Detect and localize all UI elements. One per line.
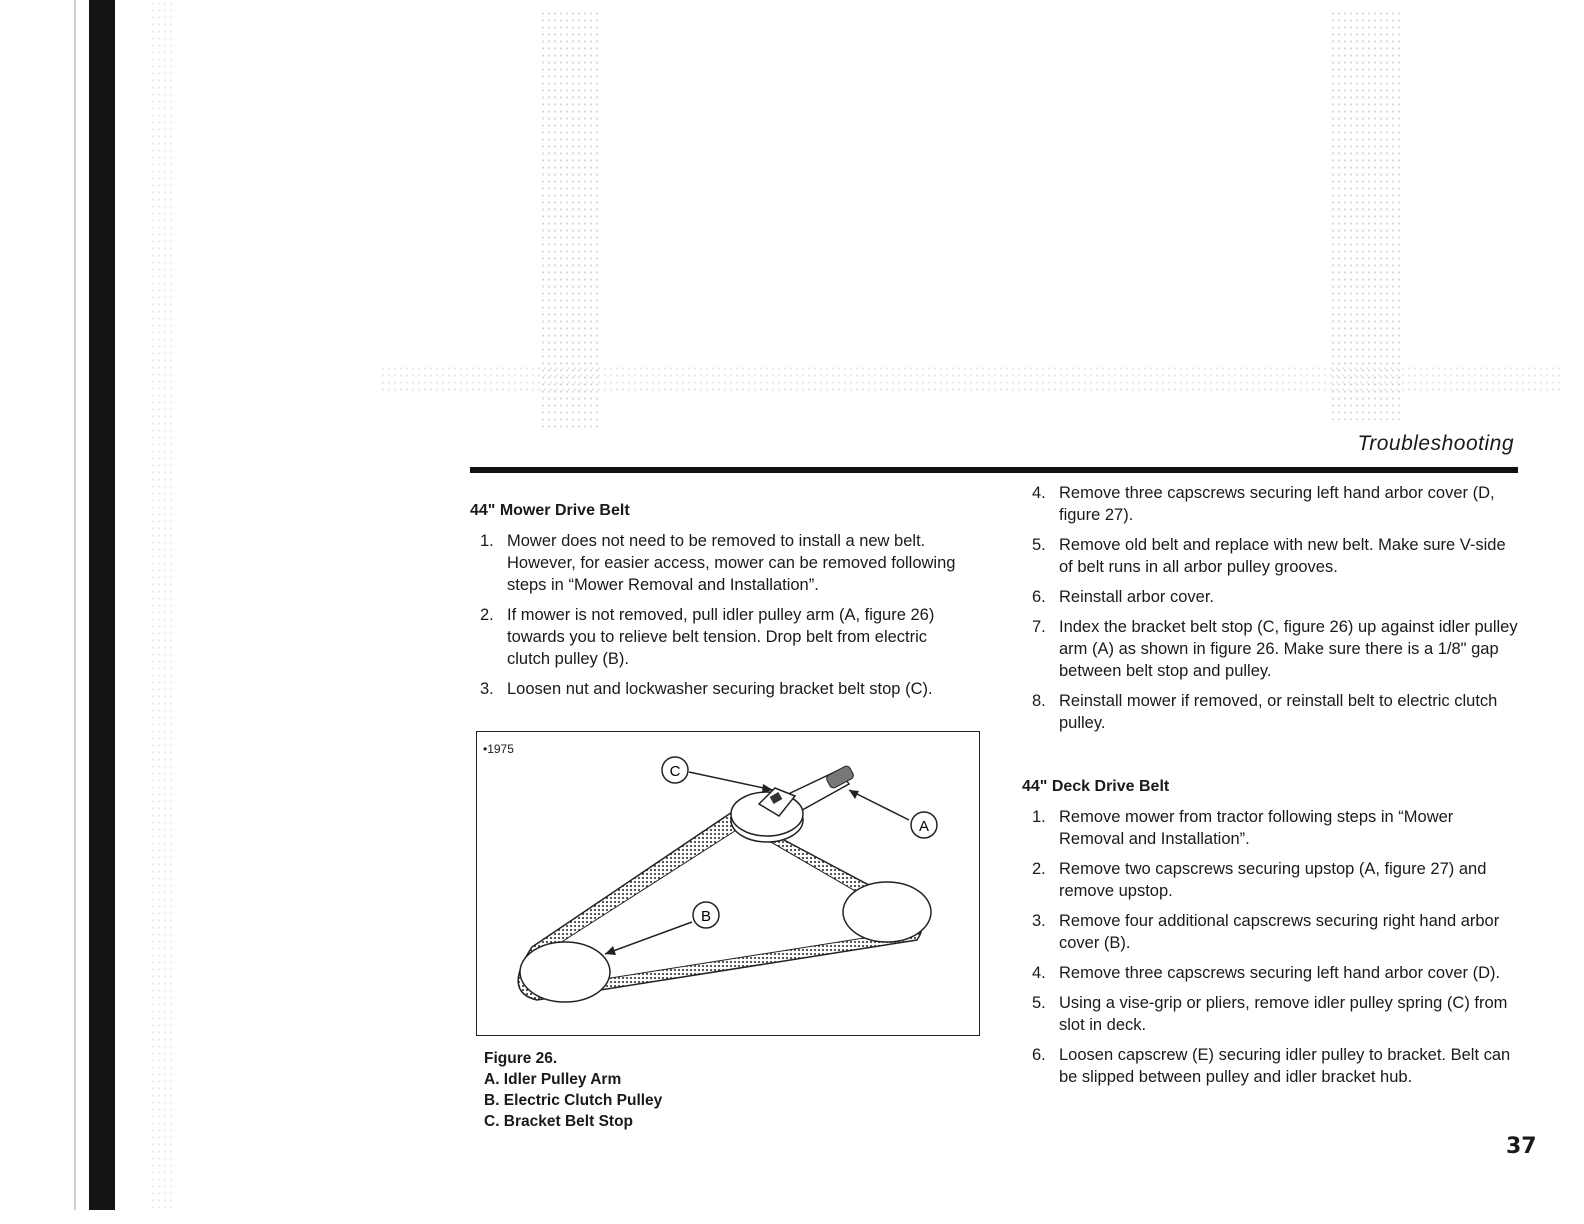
scan-noise — [380, 365, 1560, 395]
list-item — [1022, 534, 1522, 578]
step-text: Using a vise-grip or pliers, remove idler pulley spring (C) from slot in deck. — [1059, 994, 1508, 1034]
step-number: 3. — [480, 680, 494, 698]
step-number: 1. — [480, 532, 494, 550]
step-text: Remove two capscrews securing upstop (A, figure 27) and remove upstop. — [1059, 860, 1487, 900]
list-item — [1022, 1044, 1522, 1088]
step-text: Loosen capscrew (E) securing idler pulley to bracket. Belt can be slipped between pulley and idler bracket hub. — [1059, 1046, 1511, 1086]
page-binding-edge — [89, 0, 115, 1210]
leader-line-a — [849, 790, 909, 820]
section-title: Troubleshooting — [1357, 432, 1514, 455]
list-item — [1022, 910, 1522, 954]
step-text: Remove old belt and replace with new belt. Make sure V-side of belt runs in all arbor pulley grooves. — [1059, 536, 1506, 576]
deck-drive-belt-heading: 44" Deck Drive Belt — [1022, 778, 1170, 795]
step-number: 6. — [1032, 588, 1046, 606]
scan-noise — [150, 0, 172, 1210]
caption-title: Figure 26. — [484, 1050, 558, 1067]
caption-item-b: B. Electric Clutch Pulley — [484, 1092, 663, 1109]
page-number: 37 — [1506, 1134, 1537, 1159]
step-text: Mower does not need to be removed to install a new belt. However, for easier access, mower can be removed following steps in “Mower Removal and Installation”. — [507, 532, 956, 594]
step-number: 4. — [1032, 964, 1046, 982]
figure-26 — [476, 731, 980, 1036]
list-item — [470, 604, 970, 670]
step-text: Index the bracket belt stop (C, figure 26) up against idler pulley arm (A) as shown in figure 26. Make sure there is a 1/8" gap between belt stop and pulley. — [1059, 618, 1518, 680]
step-text: If mower is not removed, pull idler pulley arm (A, figure 26) towards you to relieve belt tension. Drop belt from electric clutch pulley (B). — [507, 606, 935, 668]
right-pulley — [843, 882, 931, 942]
callout-a: A — [918, 818, 930, 835]
step-number: 2. — [480, 606, 494, 624]
list-item — [1022, 806, 1522, 850]
left-column — [470, 500, 970, 708]
mower-drive-belt-steps-continued — [1022, 482, 1522, 734]
belt-diagram — [477, 732, 979, 1035]
clutch-pulley — [520, 942, 610, 1002]
step-text: Remove mower from tractor following steps in “Mower Removal and Installation”. — [1059, 808, 1454, 848]
list-item — [1022, 586, 1522, 608]
caption-item-a: A. Idler Pulley Arm — [484, 1071, 622, 1088]
scan-edge-line — [74, 0, 76, 1210]
figure-caption — [484, 1048, 662, 1132]
mower-drive-belt-heading: 44" Mower Drive Belt — [470, 502, 630, 519]
step-number: 7. — [1032, 618, 1046, 636]
leader-line-c — [689, 772, 773, 790]
step-text: Reinstall arbor cover. — [1059, 588, 1214, 606]
step-number: 5. — [1032, 994, 1046, 1012]
header-rule — [470, 467, 1518, 473]
list-item — [470, 530, 970, 596]
list-item — [470, 678, 970, 700]
caption-item-c: C. Bracket Belt Stop — [484, 1113, 634, 1130]
step-text: Remove three capscrews securing left hand arbor cover (D). — [1059, 964, 1501, 982]
list-item — [1022, 962, 1522, 984]
step-text: Remove three capscrews securing left hand arbor cover (D, figure 27). — [1059, 484, 1495, 524]
figure-id: •1975 — [483, 742, 514, 756]
list-item — [1022, 616, 1522, 682]
list-item — [1022, 690, 1522, 734]
step-number: 8. — [1032, 692, 1046, 710]
mower-drive-belt-steps — [470, 530, 970, 700]
list-item — [1022, 992, 1522, 1036]
step-number: 5. — [1032, 536, 1046, 554]
scan-noise — [1330, 10, 1400, 420]
step-number: 6. — [1032, 1046, 1046, 1064]
step-number: 1. — [1032, 808, 1046, 826]
right-column — [1022, 482, 1522, 1096]
callout-c: C — [669, 763, 681, 780]
callout-b: B — [700, 908, 712, 925]
step-number: 4. — [1032, 484, 1046, 502]
step-text: Remove four additional capscrews securing right hand arbor cover (B). — [1059, 912, 1500, 952]
deck-drive-belt-steps — [1022, 806, 1522, 1088]
step-text: Loosen nut and lockwasher securing bracket belt stop (C). — [507, 680, 933, 698]
step-number: 2. — [1032, 860, 1046, 878]
step-text: Reinstall mower if removed, or reinstall belt to electric clutch pulley. — [1059, 692, 1498, 732]
list-item — [1022, 482, 1522, 526]
step-number: 3. — [1032, 912, 1046, 930]
list-item — [1022, 858, 1522, 902]
